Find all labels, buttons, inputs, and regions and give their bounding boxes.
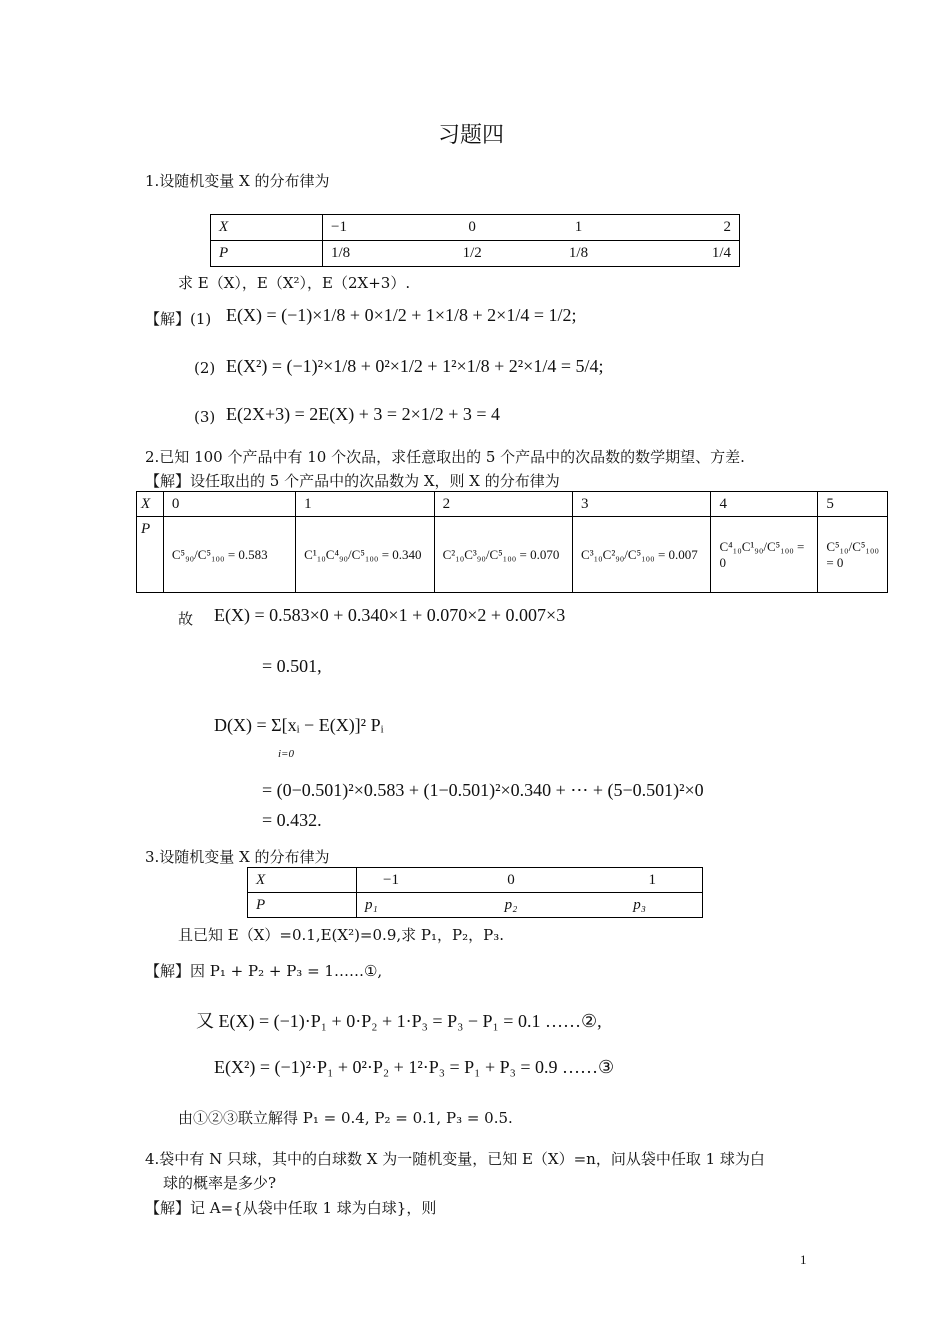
table-cell: 1/8: [323, 241, 420, 267]
table-cell: 1/4: [632, 241, 740, 267]
table-cell: C⁴₁₀C¹₉₀/C⁵₁₀₀ = 0: [711, 517, 818, 593]
q3-solution-1: 【解】因 P₁ + P₂ + P₃ = 1……①,: [145, 962, 383, 980]
q3-solution-3: E(X²) = (−1)²·P₁ + 0²·P₂ + 1²·P₃ = P₁ + P₃ = 0.9 ……③: [214, 1057, 615, 1077]
q3-given: 且已知 E（X）=0.1,E(X²)=0.9,求 P₁，P₂，P₃.: [178, 926, 504, 944]
q2-variance-result: = 0.432.: [262, 810, 322, 830]
page-number: 1: [800, 1252, 807, 1267]
q2-solution-intro: 【解】设任取出的 5 个产品中的次品数为 X，则 X 的分布律为: [145, 472, 560, 490]
table-header: P: [211, 241, 323, 267]
q4-solution-intro: 【解】记 A={从袋中任取 1 球为白球}，则: [145, 1199, 437, 1217]
q2-prompt: 2.已知 100 个产品中有 10 个次品，求任意取出的 5 个产品中的次品数的数学期望、方差.: [145, 448, 745, 466]
q3-solution-4: 由①②③联立解得 P₁ = 0.4, P₂ = 0.1, P₃ = 0.5.: [178, 1109, 513, 1127]
table-cell: 5: [818, 492, 888, 517]
table-cell: 0: [481, 868, 541, 893]
table-cell: −1: [357, 868, 482, 893]
table-cell: 2: [434, 492, 572, 517]
page-title: 习题四: [438, 123, 505, 148]
table-header: X: [137, 492, 164, 517]
q4-prompt-line-2: 球的概率是多少?: [163, 1174, 277, 1192]
table-cell: 2: [632, 215, 740, 241]
q2-variance-expansion: = (0−0.501)²×0.583 + (1−0.501)²×0.340 + ⋯ + (5−0.501)²×0: [262, 780, 704, 800]
q2-expectation: E(X) = 0.583×0 + 0.340×1 + 0.070×2 + 0.007×3: [214, 605, 566, 625]
q1-solution-label: 【解】(1): [145, 310, 212, 328]
table-cell: C⁵₁₀/C⁵₁₀₀ = 0: [818, 517, 888, 593]
q1-solution-3: E(2X+3) = 2E(X) + 3 = 2×1/2 + 3 = 4: [226, 404, 501, 424]
table-cell: 1: [541, 868, 702, 893]
q2-variance-sum-index: i=0: [278, 748, 294, 760]
table-cell: −1: [323, 215, 420, 241]
table-cell: C²₁₀C³₉₀/C⁵₁₀₀ = 0.070: [434, 517, 572, 593]
q3-table: [247, 867, 703, 918]
table-cell: 1: [525, 215, 631, 241]
table-cell: 3: [573, 492, 711, 517]
q4-prompt-line-1: 4.袋中有 N 只球，其中的白球数 X 为一随机变量，已知 E（X）=n，问从袋中任取 1 球为白: [145, 1150, 765, 1168]
q3-prompt: 3.设随机变量 X 的分布律为: [145, 848, 330, 866]
q1-solution-2-label: (2): [194, 359, 216, 377]
q1-prompt: 1.设随机变量 X 的分布律为: [145, 172, 330, 190]
table-cell: C¹₁₀C⁴₉₀/C⁵₁₀₀ = 0.340: [296, 517, 434, 593]
table-cell: p₁: [357, 893, 482, 918]
table-cell: 4: [711, 492, 818, 517]
q2-table: [136, 491, 888, 593]
q2-expectation-result: = 0.501,: [262, 656, 322, 676]
q1-solution-3-label: (3): [194, 408, 216, 426]
q1-table: [210, 214, 740, 267]
table-header: P: [248, 893, 357, 918]
q3-solution-2: 又 E(X) = (−1)·P₁ + 0·P₂ + 1·P₃ = P₃ − P₁ = 0.1 ……②,: [196, 1011, 602, 1031]
table-cell: 0: [419, 215, 525, 241]
table-header: P: [137, 517, 164, 593]
q2-variance: D(X) = Σ[xᵢ − E(X)]² Pᵢ: [214, 715, 384, 735]
table-cell: 1/2: [419, 241, 525, 267]
q1-solution-2: E(X²) = (−1)²×1/8 + 0²×1/2 + 1²×1/8 + 2²×1/4 = 5/4;: [226, 356, 604, 376]
q2-therefore: 故: [178, 610, 194, 628]
table-header: X: [248, 868, 357, 893]
table-cell: C⁵₉₀/C⁵₁₀₀ = 0.583: [163, 517, 295, 593]
table-cell: 1: [296, 492, 434, 517]
table-cell: C³₁₀C²₉₀/C⁵₁₀₀ = 0.007: [573, 517, 711, 593]
table-cell: 1/8: [525, 241, 631, 267]
table-cell: p₃: [541, 893, 702, 918]
table-cell: 0: [163, 492, 295, 517]
q1-solution-1: E(X) = (−1)×1/8 + 0×1/2 + 1×1/8 + 2×1/4 = 1/2;: [226, 305, 577, 325]
table-cell: p₂: [481, 893, 541, 918]
q1-ask: 求 E（X），E（X²），E（2X+3）.: [178, 274, 411, 292]
table-header: X: [211, 215, 323, 241]
